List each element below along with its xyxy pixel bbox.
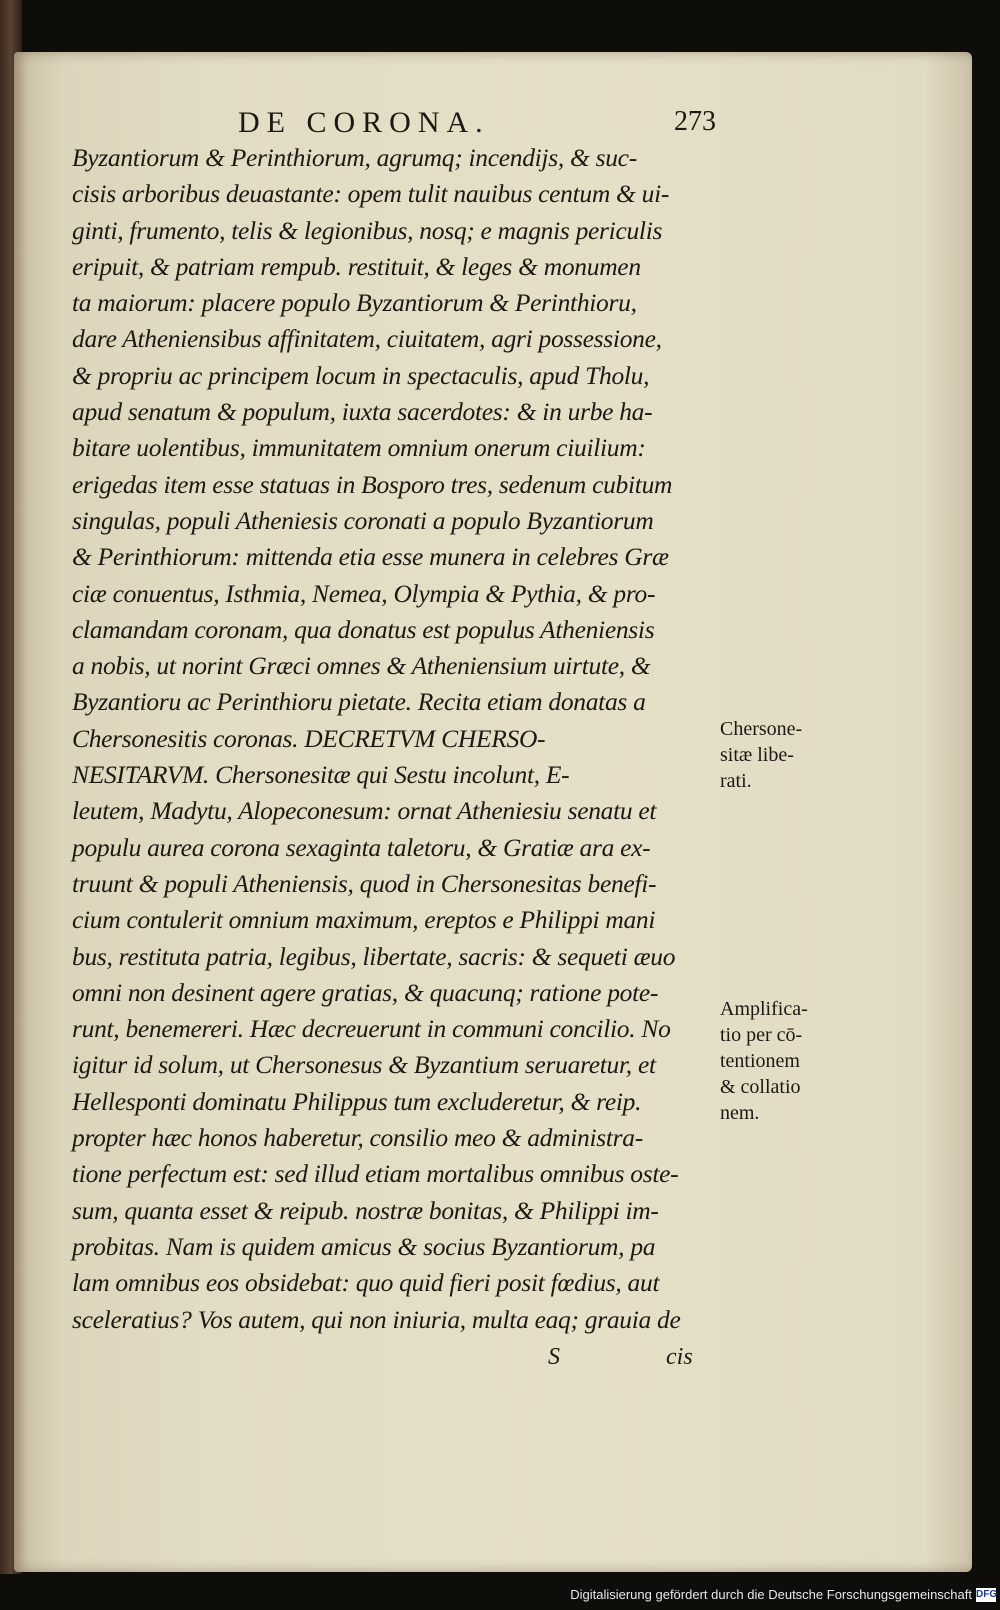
margin-note-line: & collatio [720, 1076, 801, 1098]
text-line: eripuit, & patriam rempub. restituit, & leges & monumen [72, 251, 641, 281]
margin-note-chersonesitae [720, 716, 860, 794]
text-line: Byzantiorum & Perinthiorum, agrumq; incendijs, & suc- [72, 143, 637, 172]
text-line: singulas, populi Atheniesis coronati a populo Byzantiorum [72, 505, 654, 535]
text-line: bus, restituta patria, legibus, libertate, sacris: & sequeti æuo [72, 941, 676, 971]
text-line: Byzantioru ac Perinthioru pietate. Recita etiam donatas a [72, 687, 646, 717]
dfg-logo-icon: DFG [976, 1589, 998, 1600]
funding-credit: Digitalisierung gefördert durch die Deutsche Forschungsgemeinschaft [570, 1587, 972, 1602]
text-line: dare Atheniensibus affinitatem, ciuitatem, agri possessione, [72, 324, 662, 354]
digitization-footer [0, 1574, 1000, 1610]
catchword: cis [666, 1344, 693, 1370]
text-line: ginti, frumento, telis & legionibus, nosq; e magnis periculis [72, 215, 663, 245]
text-line: leutem, Madytu, Alopeconesum: ornat Atheniesiu senatu et [72, 796, 657, 826]
margin-note-line: sitæ libe- [720, 744, 794, 766]
body-text [72, 140, 722, 1338]
text-line: probitas. Nam is quidem amicus & socius Byzantiorum, pa [72, 1231, 656, 1261]
text-line: & propriu ac principem locum in spectaculis, apud Tholu, [72, 360, 650, 390]
text-line: ciæ conuentus, Isthmia, Nemea, Olympia & Pythia, & pro- [72, 578, 656, 608]
text-line: igitur id solum, ut Chersonesus & Byzantium seruaretur, et [72, 1050, 656, 1080]
text-line: bitare uolentibus, immunitatem omnium onerum ciuilium: [72, 433, 646, 463]
text-line: clamandam coronam, qua donatus est populus Atheniensis [72, 614, 655, 644]
text-line: cisis arboribus deuastante: opem tulit nauibus centum & ui- [72, 179, 670, 209]
text-line: & Perinthiorum: mittenda etia esse munera in celebres Græ [72, 542, 669, 572]
signature-mark: S [548, 1344, 560, 1370]
margin-note-line: nem. [720, 1102, 760, 1124]
text-line: populu aurea corona sexaginta taletoru, & Gratiæ ara ex- [72, 832, 651, 862]
text-line: apud senatum & populum, iuxta sacerdotes: & in urbe ha- [72, 397, 653, 427]
text-line: Hellesponti dominatu Philippus tum excluderetur, & reip. [72, 1086, 642, 1116]
text-line: Chersonesitis coronas. DECRETVM CHERSO- [72, 723, 546, 753]
book-page [14, 52, 972, 1572]
text-line: propter hæc honos haberetur, consilio meo & administra- [72, 1123, 643, 1153]
text-line: erigedas item esse statuas in Bosporo tres, sedenum cubitum [72, 469, 673, 499]
running-head: DE CORONA. [238, 106, 490, 139]
text-line: NESITARVM. Chersonesitæ qui Sestu incolunt, E- [72, 760, 570, 790]
margin-note-line: Amplifica- [720, 998, 808, 1020]
margin-note-line: rati. [720, 770, 752, 792]
margin-note-line: tentionem [720, 1050, 800, 1072]
margin-note-line: Chersone- [720, 718, 803, 740]
text-line: tione perfectum est: sed illud etiam mortalibus omnibus oste- [72, 1159, 679, 1189]
text-line: lam omnibus eos obsidebat: quo quid fieri posit fœdius, aut [72, 1268, 660, 1298]
text-line: omni non desinent agere gratias, & quacunq; ratione pote- [72, 977, 659, 1007]
page-number: 273 [674, 106, 716, 137]
text-line: cium contulerit omnium maximum, ereptos e Philippi mani [72, 905, 656, 935]
text-line: runt, benemereri. Hæc decreuerunt in communi concilio. No [72, 1014, 671, 1044]
text-line: truunt & populi Atheniensis, quod in Chersonesitas benefi- [72, 868, 657, 898]
margin-note-line: tio per cō- [720, 1024, 803, 1046]
margin-note-amplificatio [720, 996, 860, 1126]
text-line: a nobis, ut norint Græci omnes & Atheniensium uirtute, & [72, 651, 651, 681]
text-line: sceleratius? Vos autem, qui non iniuria, multa eaq; grauia de [72, 1304, 681, 1334]
text-line: ta maiorum: placere populo Byzantiorum & Perinthioru, [72, 288, 637, 318]
text-line: sum, quanta esset & reipub. nostræ bonitas, & Philippi im- [72, 1195, 659, 1225]
